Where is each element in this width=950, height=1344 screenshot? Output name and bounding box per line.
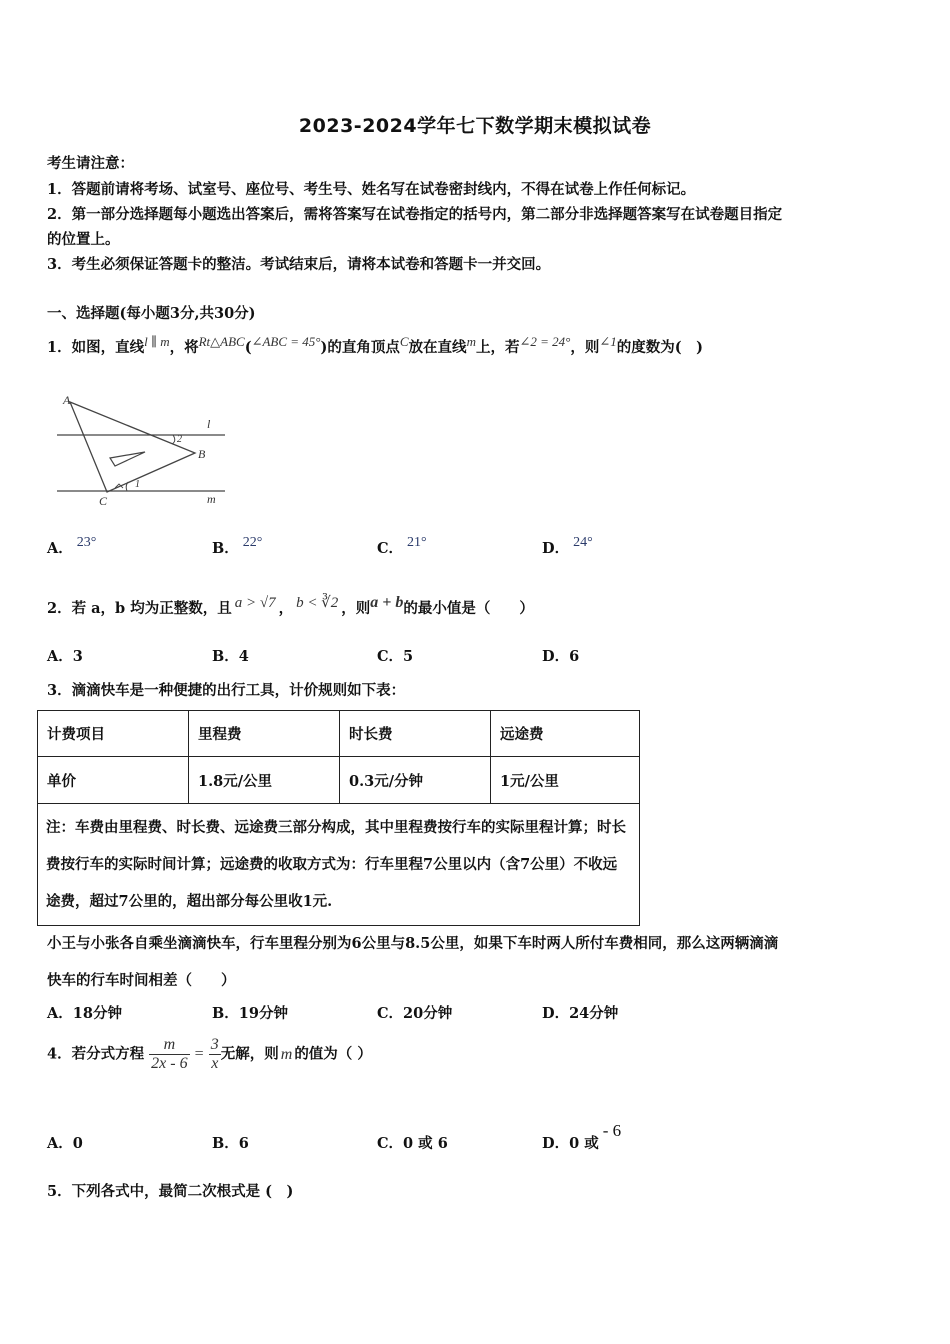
q3-option-d[interactable]: D．24分钟: [542, 1005, 619, 1022]
q4-option-a[interactable]: A．0: [47, 1135, 83, 1152]
q1-option-c[interactable]: C． 21°: [377, 535, 427, 557]
table-row: [38, 711, 640, 757]
label-angle-2: 2: [177, 434, 182, 445]
fraction-left: $\frac{m}{2x - 6}$: [151, 1036, 188, 1072]
q2-option-a[interactable]: A．3: [47, 648, 83, 665]
table-header-cell: 时长费: [340, 711, 491, 757]
question-3-followup-1: 小王与小张各自乘坐滴滴快车，行车里程分别为6公里与8.5公里，如果下车时两人所付车费相同，那么这两辆滴滴: [47, 935, 779, 952]
q1-option-b[interactable]: B． 22°: [212, 535, 263, 557]
notice-item-3: 3．考生必须保证答题卡的整洁。考试结束后，请将本试卷和答题卡一并交回。: [47, 256, 551, 273]
fraction-right: $\frac{3}{x}$: [210, 1036, 219, 1072]
q3-option-b[interactable]: B．19分钟: [212, 1005, 288, 1022]
table-row: [38, 757, 640, 804]
question-1-stem: 1．如图，直线l ∥ m，将Rt△ABC(∠ABC = 45°)的直角顶点C放在直线m上，若∠2 = 24°，则∠1的度数为( ): [47, 334, 703, 356]
q2-option-b[interactable]: B．4: [212, 648, 249, 665]
table-header-cell: 计费项目: [38, 711, 189, 757]
question-4-stem: 4．若分式方程 $\frac{m}{2x - 6}$ = $\frac{3}{x}$ 无解，则 m 的值为（ ）: [47, 1036, 372, 1072]
notice-item-2: 2．第一部分选择题每小题选出答案后，需将答案写在试卷指定的括号内，第二部分非选择题答案写在试卷题目指定: [47, 206, 783, 223]
notice-item-2-cont: 的位置上。: [47, 231, 120, 248]
table-header-cell: 里程费: [189, 711, 340, 757]
q3-option-c[interactable]: C．20分钟: [377, 1005, 453, 1022]
table-header-cell: 远途费: [491, 711, 640, 757]
notice-item-1: 1．答题前请将考场、试室号、座位号、考生号、姓名写在试卷密封线内，不得在试卷上作任何标记。: [47, 181, 696, 198]
q4-option-c[interactable]: C．0 或 6: [377, 1135, 448, 1152]
q4-option-b[interactable]: B．6: [212, 1135, 249, 1152]
label-m: m: [207, 492, 216, 506]
table-cell: 1元/公里: [491, 757, 640, 804]
section-heading: 一、选择题(每小题3分,共30分): [47, 305, 256, 322]
q1-option-a[interactable]: A． 23°: [47, 535, 97, 557]
angle-2-arc: [172, 435, 175, 444]
question-3-followup-2: 快车的行车时间相差（ ）: [47, 972, 236, 989]
fee-table: [37, 710, 640, 926]
question-3-stem: 3．滴滴快车是一种便捷的出行工具，计价规则如下表：: [47, 682, 406, 699]
q4-option-d[interactable]: D．0 或- 6: [542, 1121, 622, 1152]
triangle-abc: [70, 402, 195, 492]
label-l: l: [207, 417, 211, 431]
q1-option-d[interactable]: D． 24°: [542, 535, 593, 557]
question-2-stem: 2．若 a，b 均为正整数，且 a > √7 ， b < ∛2 ，则a + b的最小值是（ ）: [47, 594, 534, 617]
table-cell: 1.8元/公里: [189, 757, 340, 804]
notice-heading: 考生请注意：: [47, 155, 134, 172]
inner-triangle: [110, 452, 145, 466]
page-title: 2023-2024学年七下数学期末模拟试卷: [298, 115, 652, 137]
label-a: A: [63, 393, 71, 407]
q2-option-c[interactable]: C．5: [377, 648, 414, 665]
label-c: C: [99, 494, 108, 508]
label-angle-1: 1: [135, 479, 140, 490]
q3-option-a[interactable]: A．18分钟: [47, 1005, 122, 1022]
table-cell: 0.3元/分钟: [340, 757, 491, 804]
question-1-figure: [55, 390, 230, 510]
label-b: B: [198, 447, 206, 461]
q2-option-d[interactable]: D．6: [542, 648, 580, 665]
table-cell: 单价: [38, 757, 189, 804]
table-row: [38, 804, 640, 926]
table-note: 注：车费由里程费、时长费、远途费三部分构成，其中里程费按行车的实际里程计算；时长费按行车的实际时间计算；远途费的收取方式为：行车里程7公里以内（含7公里）不收远途费，超过7公里的，超出部分每公里收1元.: [38, 804, 640, 926]
question-5-stem: 5．下列各式中，最简二次根式是 ( ): [47, 1183, 294, 1200]
